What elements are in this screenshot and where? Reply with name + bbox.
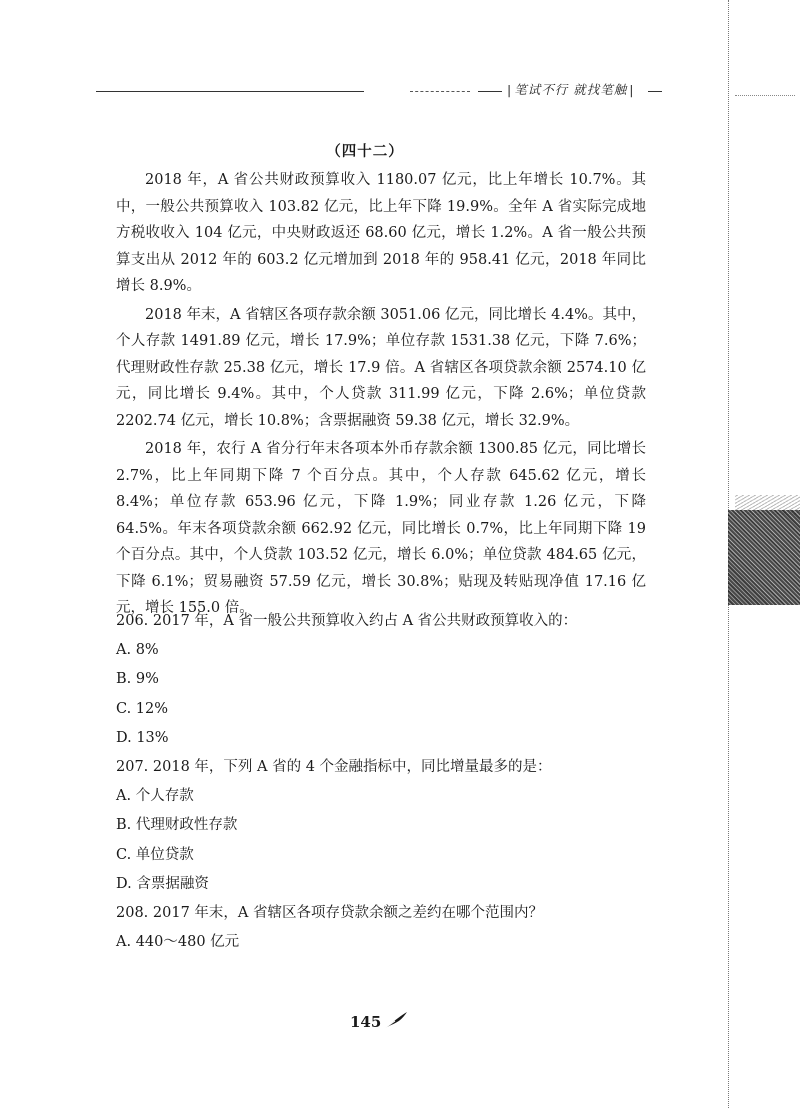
tagline-text: 笔试不行 就找笔触	[514, 82, 628, 97]
question-206-option-b[interactable]: B. 9%	[116, 671, 159, 688]
questions	[116, 607, 676, 958]
material-paragraph-2: 2018 年末，A 省辖区各项存款余额 3051.06 亿元，同比增长 4.4%。其中，个人存款 1491.89 亿元，增长 17.9%；单位存款 1531.38 亿元，下降 7.6%；代理财政性存款 25.38 亿元，增长 17.9 倍。A 省辖区各项贷款余额 2574.10 亿元，同比增长 9.4%。其中，个人贷款 311.99 亿元，下降 2.6%；单位贷款 2202.74 亿元，增长 10.8%；含票据融资 59.38 亿元，增长 32.9%。	[116, 306, 646, 429]
question-207-option-b[interactable]: B. 代理财政性存款	[116, 817, 238, 834]
page-number-text: 145	[350, 1013, 382, 1031]
header-rule-mid	[478, 91, 502, 92]
header-rule-left	[96, 91, 364, 92]
material-text	[116, 167, 646, 622]
question-206-stem: 206. 2017 年，A 省一般公共预算收入约占 A 省公共财政预算收入的：	[116, 613, 578, 629]
feather-icon	[383, 1010, 409, 1034]
scan-noise-dark	[728, 510, 800, 605]
tagline-bar-right: |	[629, 82, 635, 97]
question-207-option-d[interactable]: D. 含票据融资	[116, 876, 209, 893]
question-207-option-c[interactable]: C. 单位贷款	[116, 846, 194, 863]
question-206-option-c[interactable]: C. 12%	[116, 700, 169, 717]
question-207-option-a[interactable]: A. 个人存款	[116, 788, 194, 805]
question-207-stem: 207. 2018 年，下列 A 省的 4 个金融指标中，同比增量最多的是：	[116, 759, 552, 776]
header-rule-right	[648, 91, 662, 92]
tagline-bar-left: |	[507, 82, 513, 97]
question-206-option-d[interactable]: D. 13%	[116, 729, 169, 746]
question-206-option-a[interactable]: A. 8%	[116, 642, 159, 658]
section-title: （四十二）	[326, 143, 404, 160]
header-tagline	[505, 80, 645, 98]
header-rule-dashed	[410, 91, 470, 92]
scan-edge-dots	[735, 95, 795, 96]
page-number	[350, 1010, 409, 1034]
material-paragraph-3: 2018 年，农行 A 省分行年末各项本外币存款余额 1300.85 亿元，同比增长 2.7%，比上年同期下降 7 个百分点。其中，个人存款 645.62 亿元，增长 8.4%；单位存款 653.96 亿元，下降 1.9%；同业存款 1.26 亿元，下降 64.5%。年末各项贷款余额 662.92 亿元，同比增长 0.7%，比上年同期下降 19 个百分点。其中，个人贷款 103.52 亿元，增长 6.0%；单位贷款 484.65 亿元，下降 6.1%；贸易融资 57.59 亿元，增长 30.8%；贴现及转贴现净值 17.16 亿元，增长 155.0 倍。	[116, 441, 646, 616]
question-208-option-a[interactable]: A. 440～480 亿元	[116, 934, 240, 951]
question-208-stem: 208. 2017 年末，A 省辖区各项存贷款余额之差约在哪个范围内？	[116, 905, 543, 922]
material-paragraph-1: 2018 年，A 省公共财政预算收入 1180.07 亿元，比上年增长 10.7%。其中，一般公共预算收入 103.82 亿元，比上年下降 19.9%。全年 A 省实际完成地方税收收入 104 亿元，中央财政返还 68.60 亿元，增长 1.2%。A 省一般公共预算支出从 2012 年的 603.2 亿元增加到 2018 年的 958.41 亿元，2018 年同比增长 8.9%。	[116, 172, 646, 294]
